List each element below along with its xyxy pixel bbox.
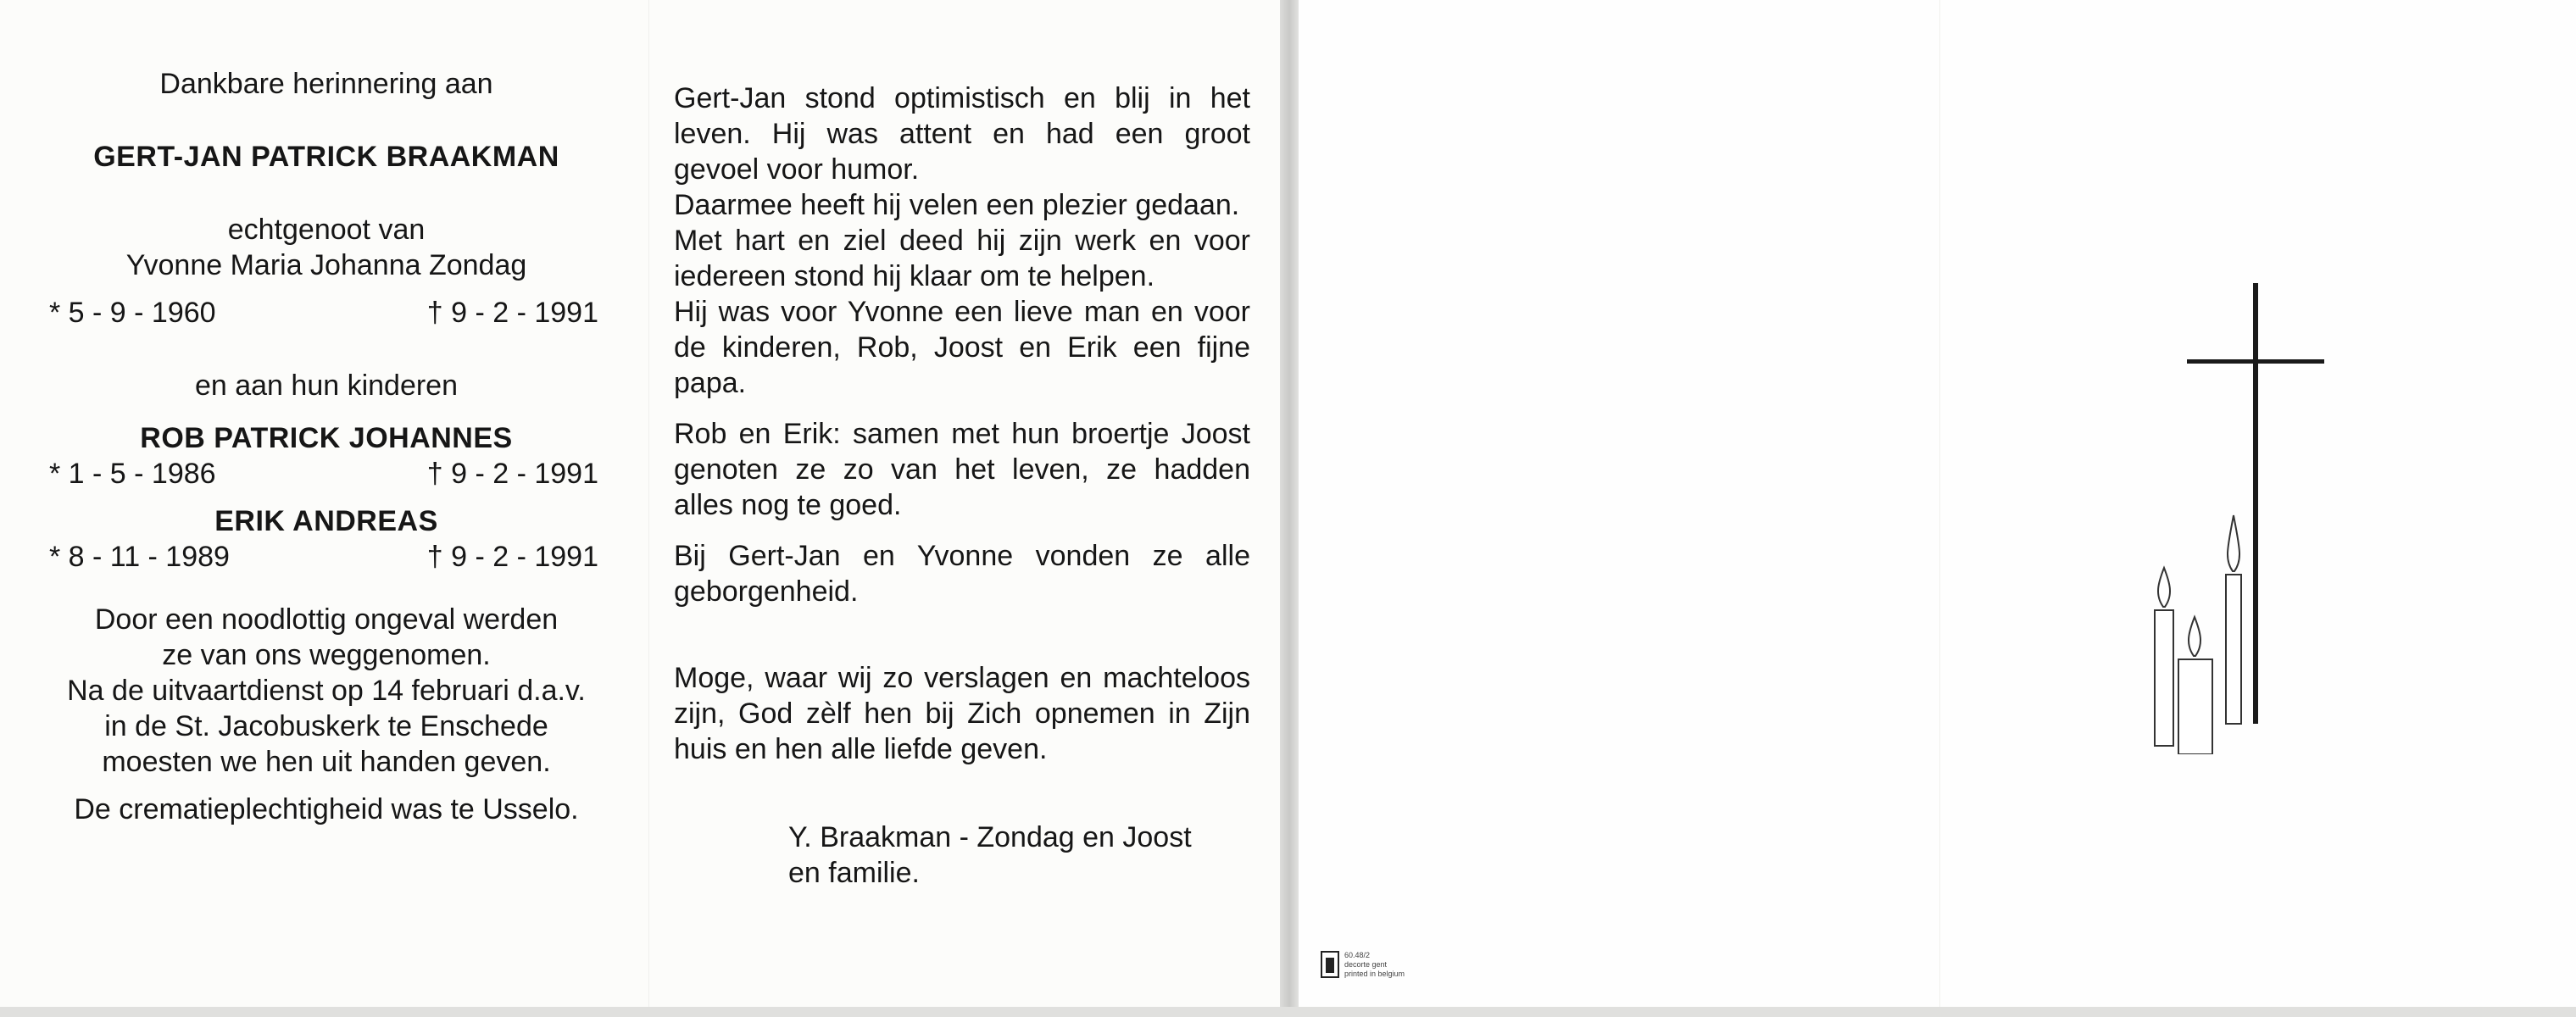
inner-fold-line [648,0,649,1007]
birth-date: * 1 - 5 - 1986 [49,458,216,490]
printer-note: printed in belgium [1344,970,1405,978]
birth-date: * 5 - 9 - 1960 [49,297,216,329]
child-name: ERIK ANDREAS [214,505,438,537]
candle-icon [2155,568,2173,746]
child-dates [34,456,619,492]
spouse-label: echtgenoot van [227,214,426,246]
scan-bottom-strip [0,1007,2576,1017]
tribute-paragraph: Bij Gert-Jan en Yvonne vonden ze alle geborgenheid. [674,540,1250,608]
service-line: in de St. Jacobuskerk te Enschede [104,710,548,742]
death-date: † 9 - 2 - 1991 [426,458,598,490]
prayer-paragraph: Moge, waar wij zo verslagen en machteloos zijn, God zèlf hen bij Zich opnemen in Zijn huis en hen alle liefde geven. [674,662,1250,765]
child-name: ROB PATRICK JOHANNES [140,422,513,454]
cross-icon [2187,283,2324,724]
printer-code: 60.48/2 [1344,951,1371,959]
deceased-name: GERT-JAN PATRICK BRAAKMAN [93,141,559,173]
outer-fold-line [1939,0,1940,1007]
children-label: en aan hun kinderen [194,370,459,402]
service-line: moesten we hen uit handen geven. [102,746,551,778]
signature-line: en familie. [788,857,920,889]
printer-name: decorte gent [1344,960,1388,969]
tribute-paragraph: Daarmee heeft hij velen een plezier gedaan. [674,189,1240,221]
cremation-line: De crematieplechtigheid was te Usselo. [74,793,579,825]
signature-line: Y. Braakman - Zondag en Joost [788,821,1192,853]
tribute-paragraph: Hij was voor Yvonne een lieve man en voor de kinderen, Rob, Joost en Erik een fijne papa. [674,296,1250,399]
death-date: † 9 - 2 - 1991 [426,541,598,573]
intro-line: Dankbare herinnering aan [159,68,493,100]
printer-mark [1321,951,1405,979]
death-date: † 9 - 2 - 1991 [426,297,598,329]
candle-icon [2178,617,2212,754]
candle-icon [2226,515,2241,724]
memorial-text-panel [34,66,619,827]
cross-and-candles-illustration [2143,280,2329,754]
child-dates [34,539,619,575]
card-outer-spread [1299,0,2576,1007]
tribute-paragraph: Rob en Erik: samen met hun broertje Joost genoten ze zo van het leven, ze hadden alles nog te goed. [674,418,1250,521]
signature [788,820,1250,891]
spouse-name: Yvonne Maria Johanna Zondag [125,249,527,281]
accident-line: Door een noodlottig ongeval werden [94,603,559,636]
tribute-paragraph: Gert-Jan stond optimistisch en blij in het leven. Hij was attent en had een groot gevoel voor humor. [674,82,1250,186]
tribute-text-panel [674,81,1250,891]
printer-info [1344,951,1405,979]
card-split-gap [1280,0,1299,1017]
service-line: Na de uitvaartdienst op 14 februari d.a.v. [67,675,586,707]
accident-line: ze van ons weggenomen. [162,639,491,671]
deceased-dates [34,295,619,331]
printer-logo-icon [1321,951,1339,978]
birth-date: * 8 - 11 - 1989 [49,541,230,573]
tribute-paragraph: Met hart en ziel deed hij zijn werk en voor iedereen stond hij klaar om te helpen. [674,225,1250,292]
